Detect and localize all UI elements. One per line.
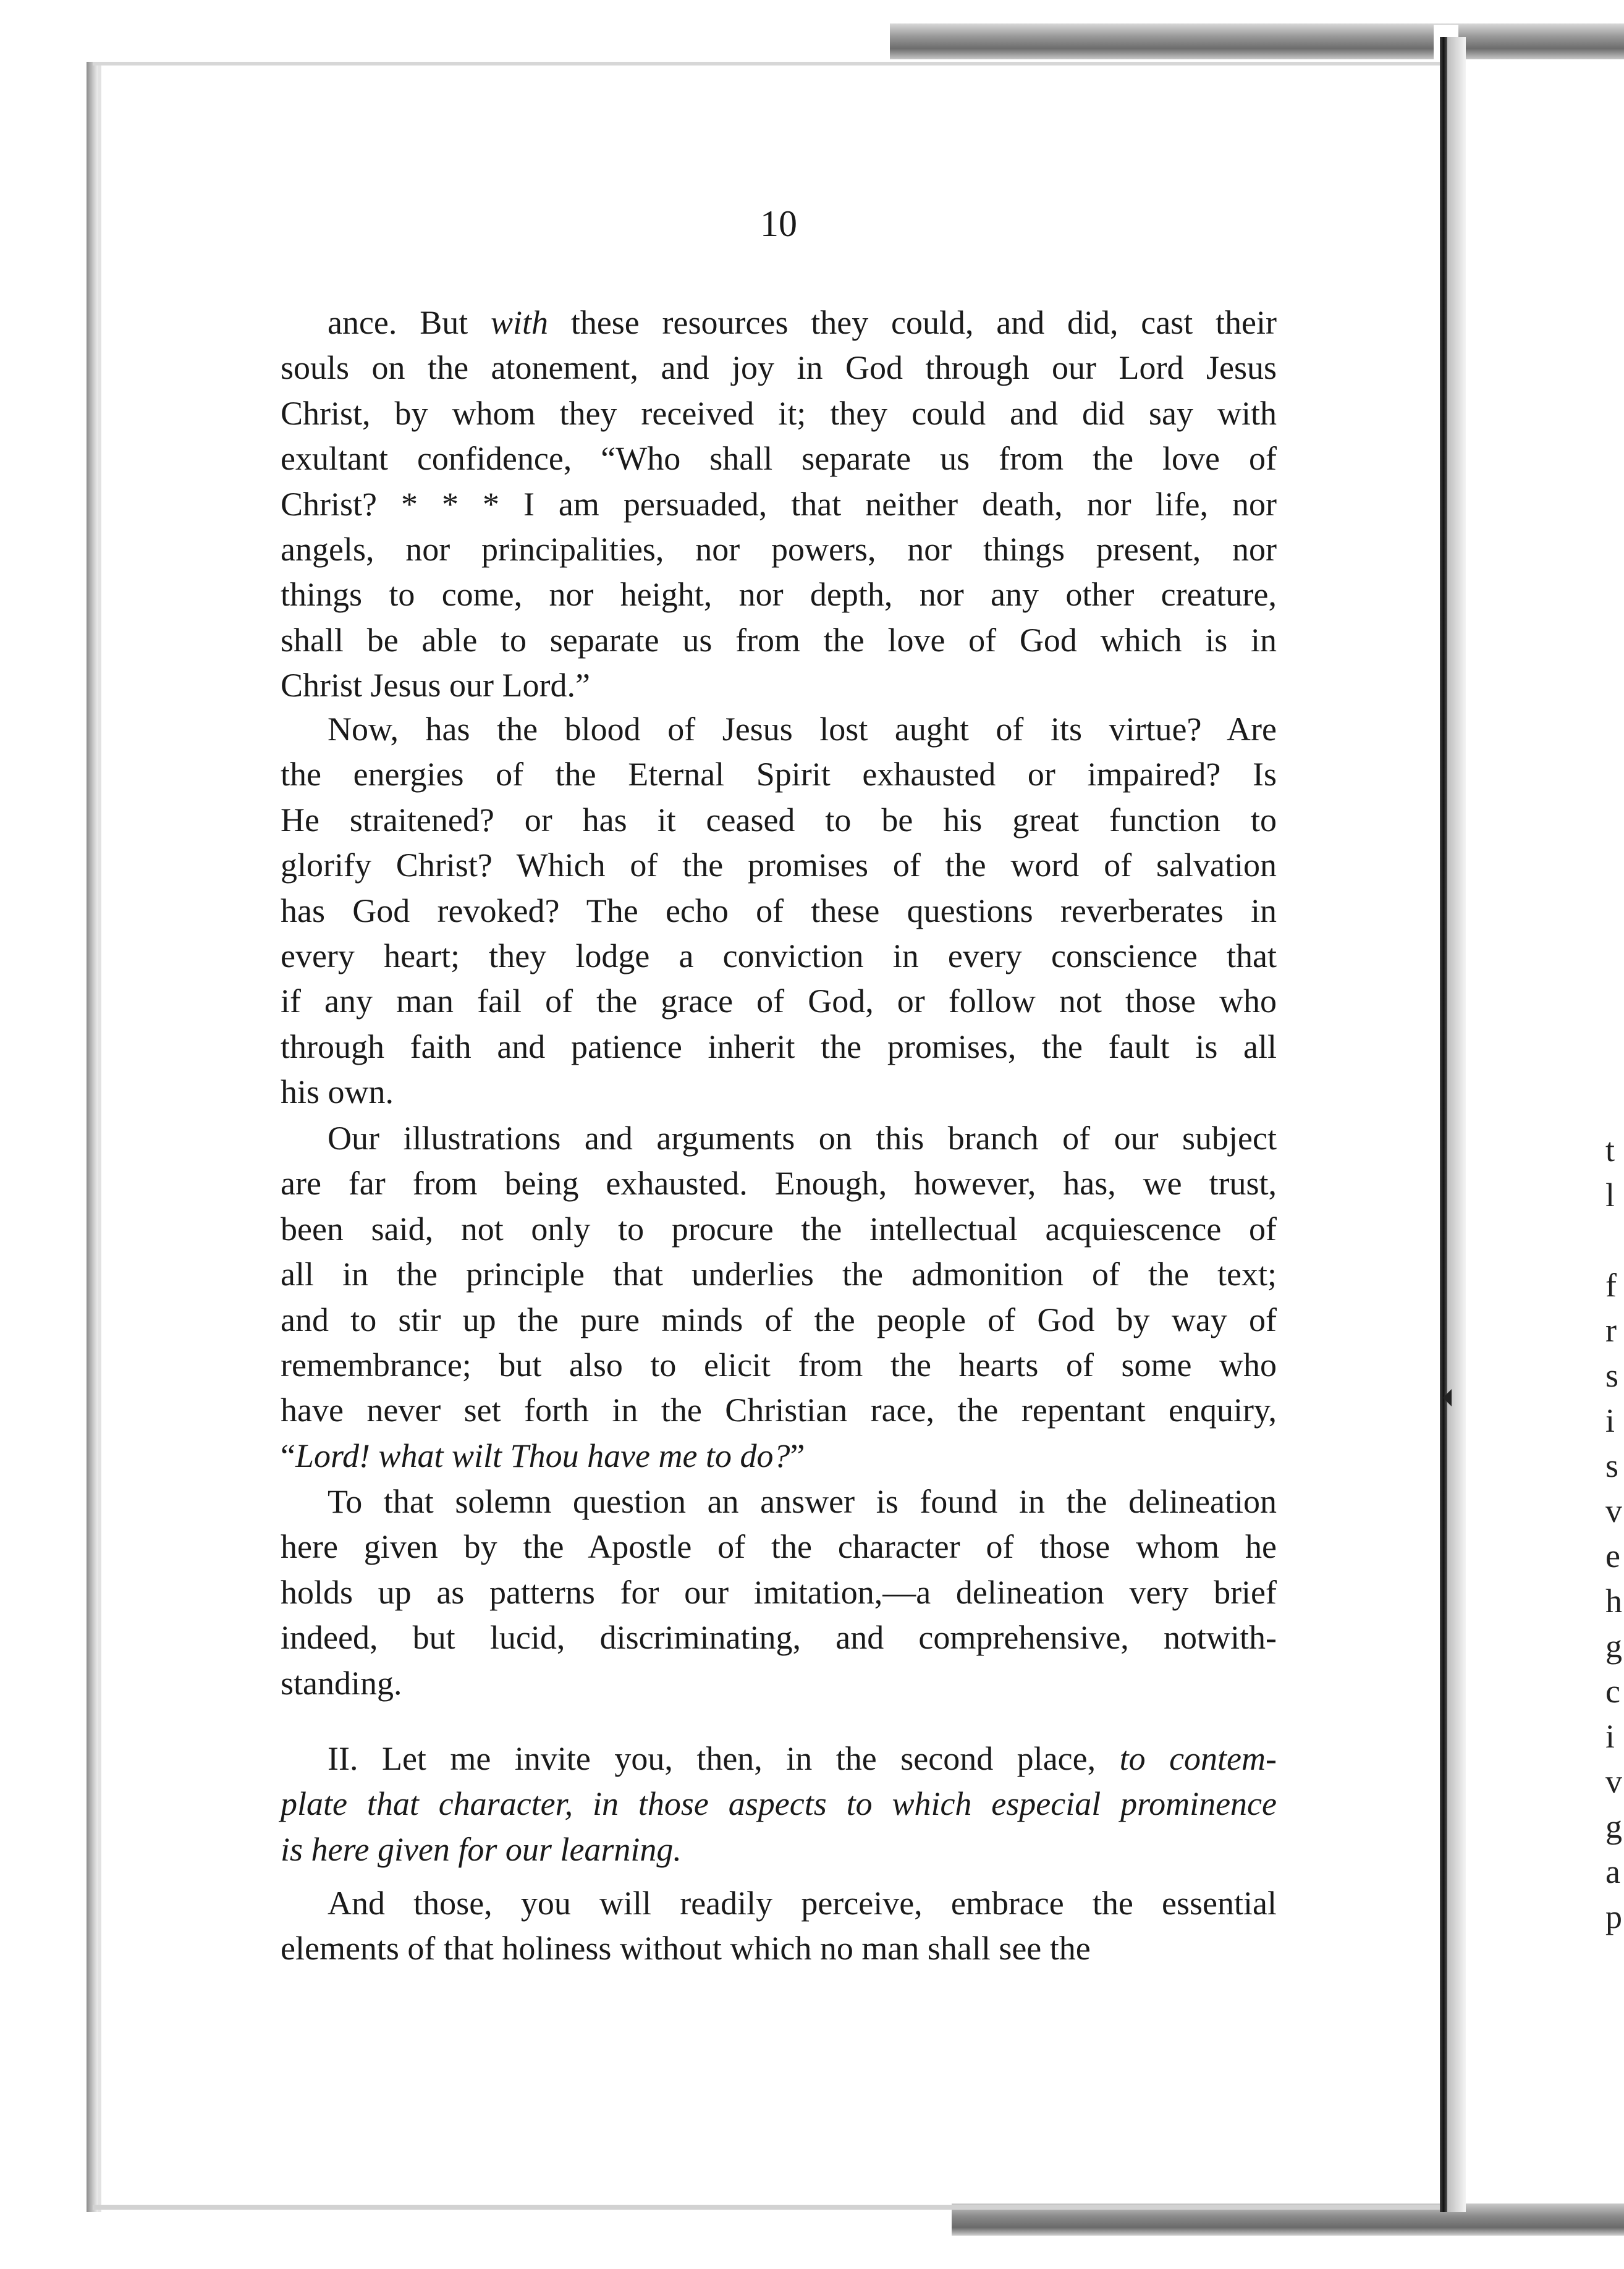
facing-page-letter: a <box>1605 1853 1620 1890</box>
text-run: things to come, nor height, nor depth, nor any other creature, <box>281 576 1277 614</box>
text-line <box>281 1161 1277 1206</box>
text-line <box>281 482 1277 527</box>
page-bottom-edge <box>93 2205 1440 2210</box>
facing-page-letter: v <box>1605 1763 1622 1800</box>
text-run: his own. <box>281 1073 394 1111</box>
text-line <box>281 1781 1277 1827</box>
facing-page-letter: p <box>1605 1898 1622 1935</box>
facing-page-letter: h <box>1605 1582 1622 1620</box>
paragraph-blood-of-jesus <box>281 707 1277 1115</box>
text-run: And those, you will readily perceive, embrace the essential <box>328 1885 1277 1922</box>
text-run: Christ, by whom they received it; they could and did say with <box>281 394 1277 432</box>
text-run: holds up as patterns for our imitation,—a delineation very brief <box>281 1573 1277 1611</box>
text-run: Christ? * * * I am persuaded, that neither death, nor life, nor <box>281 485 1277 523</box>
scan-top-strip <box>890 23 1624 59</box>
text-run: ance. But <box>328 304 491 341</box>
text-run: To that solemn question an answer is found in the delineation <box>328 1483 1277 1520</box>
text-line <box>281 934 1277 979</box>
text-run: if any man fail of the grace of God, or follow not those who <box>281 982 1277 1020</box>
text-line <box>281 572 1277 617</box>
text-run: remembrance; but also to elicit from the hearts of some who <box>281 1346 1277 1384</box>
text-line <box>281 1524 1277 1570</box>
text-line <box>281 1881 1277 1926</box>
page-number: 10 <box>760 203 797 244</box>
text-run: souls on the atonement, and joy in God through our Lord Jesus <box>281 349 1277 387</box>
italic-text: Lord! what wilt Thou have me to do? <box>295 1437 790 1474</box>
text-line <box>281 1207 1277 1252</box>
facing-page-letter: g <box>1605 1808 1622 1845</box>
text-run: Now, has the blood of Jesus lost aught of its virtue? Are <box>328 711 1277 748</box>
text-line <box>281 1434 1277 1479</box>
text-run: and to stir up the pure minds of the people of God by way of <box>281 1301 1277 1338</box>
text-line <box>281 618 1277 663</box>
text-line <box>281 345 1277 391</box>
page-top-edge <box>93 62 1440 65</box>
text-line <box>281 752 1277 797</box>
book-gutter <box>1440 37 1447 2212</box>
text-run: the energies of the Eternal Spirit exhausted or impaired? Is <box>281 756 1277 793</box>
text-run: II. Let me invite you, then, in the second place, <box>328 1740 1120 1777</box>
text-run: indeed, but lucid, discriminating, and comprehensive, notwith- <box>281 1619 1277 1657</box>
text-line <box>281 707 1277 752</box>
text-line <box>281 527 1277 572</box>
facing-page-letter: i <box>1605 1402 1615 1439</box>
text-line <box>281 300 1277 345</box>
page-left-edge <box>87 62 98 2212</box>
italic-text: with <box>491 304 549 341</box>
text-line <box>281 391 1277 436</box>
text-run: “ <box>281 1437 295 1474</box>
text-run: elements of that holiness without which no man shall see the <box>281 1930 1091 1967</box>
text-run: all in the principle that underlies the admonition of the text; <box>281 1256 1277 1293</box>
paragraph-illustrations <box>281 1116 1277 1479</box>
facing-page-letter: s <box>1605 1447 1619 1484</box>
facing-page-letter: i <box>1605 1718 1615 1755</box>
facing-page-letter: c <box>1605 1673 1620 1710</box>
text-line <box>281 436 1277 481</box>
text-run: standing. <box>281 1664 402 1702</box>
text-line <box>281 1661 1277 1706</box>
italic-text: is here given for our learning. <box>281 1830 682 1868</box>
facing-page-letter: f <box>1605 1267 1617 1304</box>
text-line <box>281 1116 1277 1161</box>
text-run: He straitened? or has it ceased to be his great function to <box>281 801 1277 839</box>
paragraph-holiness <box>281 1881 1277 1972</box>
gutter-mark-icon <box>1443 1389 1452 1406</box>
section-two-heading <box>281 1736 1277 1872</box>
facing-page-letter: s <box>1605 1357 1619 1394</box>
text-line <box>281 1388 1277 1433</box>
text-line <box>281 889 1277 934</box>
facing-page-letter: t <box>1605 1131 1615 1168</box>
text-line <box>281 1479 1277 1524</box>
text-run: every heart; they lodge a conviction in every conscience that <box>281 937 1277 975</box>
text-run: shall be able to separate us from the love of God which is in <box>281 621 1277 659</box>
facing-page-letter: r <box>1605 1312 1617 1349</box>
text-run: here given by the Apostle of the character of those whom he <box>281 1528 1277 1566</box>
text-line <box>281 1343 1277 1388</box>
text-line <box>281 1070 1277 1115</box>
facing-page-letter: v <box>1605 1492 1622 1529</box>
text-run: Our illustrations and arguments on this branch of our subject <box>328 1120 1277 1157</box>
text-run: Christ Jesus our Lord.” <box>281 667 590 704</box>
paragraph-atonement <box>281 300 1277 709</box>
text-run: are far from being exhausted. Enough, however, has, we trust, <box>281 1165 1277 1202</box>
italic-text: to contem- <box>1119 1740 1277 1777</box>
facing-page-fragments <box>1605 1128 1624 1940</box>
facing-page-letter: e <box>1605 1537 1620 1574</box>
text-run: been said, not only to procure the intellectual acquiescence of <box>281 1210 1277 1248</box>
text-run: these resources they could, and did, cast their <box>548 304 1277 341</box>
paragraph-solemn-question <box>281 1479 1277 1706</box>
text-line <box>281 843 1277 888</box>
text-line <box>281 1926 1277 1971</box>
text-run: exultant confidence, “Who shall separate us from the love of <box>281 440 1277 478</box>
facing-page-letter <box>1605 1218 1624 1263</box>
italic-text: plate that character, in those aspects to which especial prominence <box>281 1785 1277 1823</box>
text-run: ” <box>790 1437 805 1474</box>
text-run: has God revoked? The echo of these questions reverberates in <box>281 892 1277 929</box>
facing-page-letter: g <box>1605 1628 1622 1665</box>
text-line <box>281 1025 1277 1070</box>
book-gutter-shadow <box>1447 37 1466 2212</box>
page-inner-edge <box>98 62 101 2212</box>
text-line <box>281 1615 1277 1660</box>
text-run: angels, nor principalities, nor powers, nor things present, nor <box>281 531 1277 568</box>
text-run: have never set forth in the Christian race, the repentant enquiry, <box>281 1392 1277 1429</box>
text-run: through faith and patience inherit the promises, the fault is all <box>281 1028 1277 1065</box>
text-line <box>281 1827 1277 1872</box>
text-line <box>281 798 1277 843</box>
text-line <box>281 663 1277 708</box>
text-line <box>281 1252 1277 1297</box>
facing-page-letter: l <box>1605 1177 1615 1214</box>
text-line <box>281 979 1277 1024</box>
text-line <box>281 1736 1277 1781</box>
text-line <box>281 1570 1277 1615</box>
text-run: glorify Christ? Which of the promises of the word of salvation <box>281 847 1277 884</box>
text-line <box>281 1298 1277 1343</box>
